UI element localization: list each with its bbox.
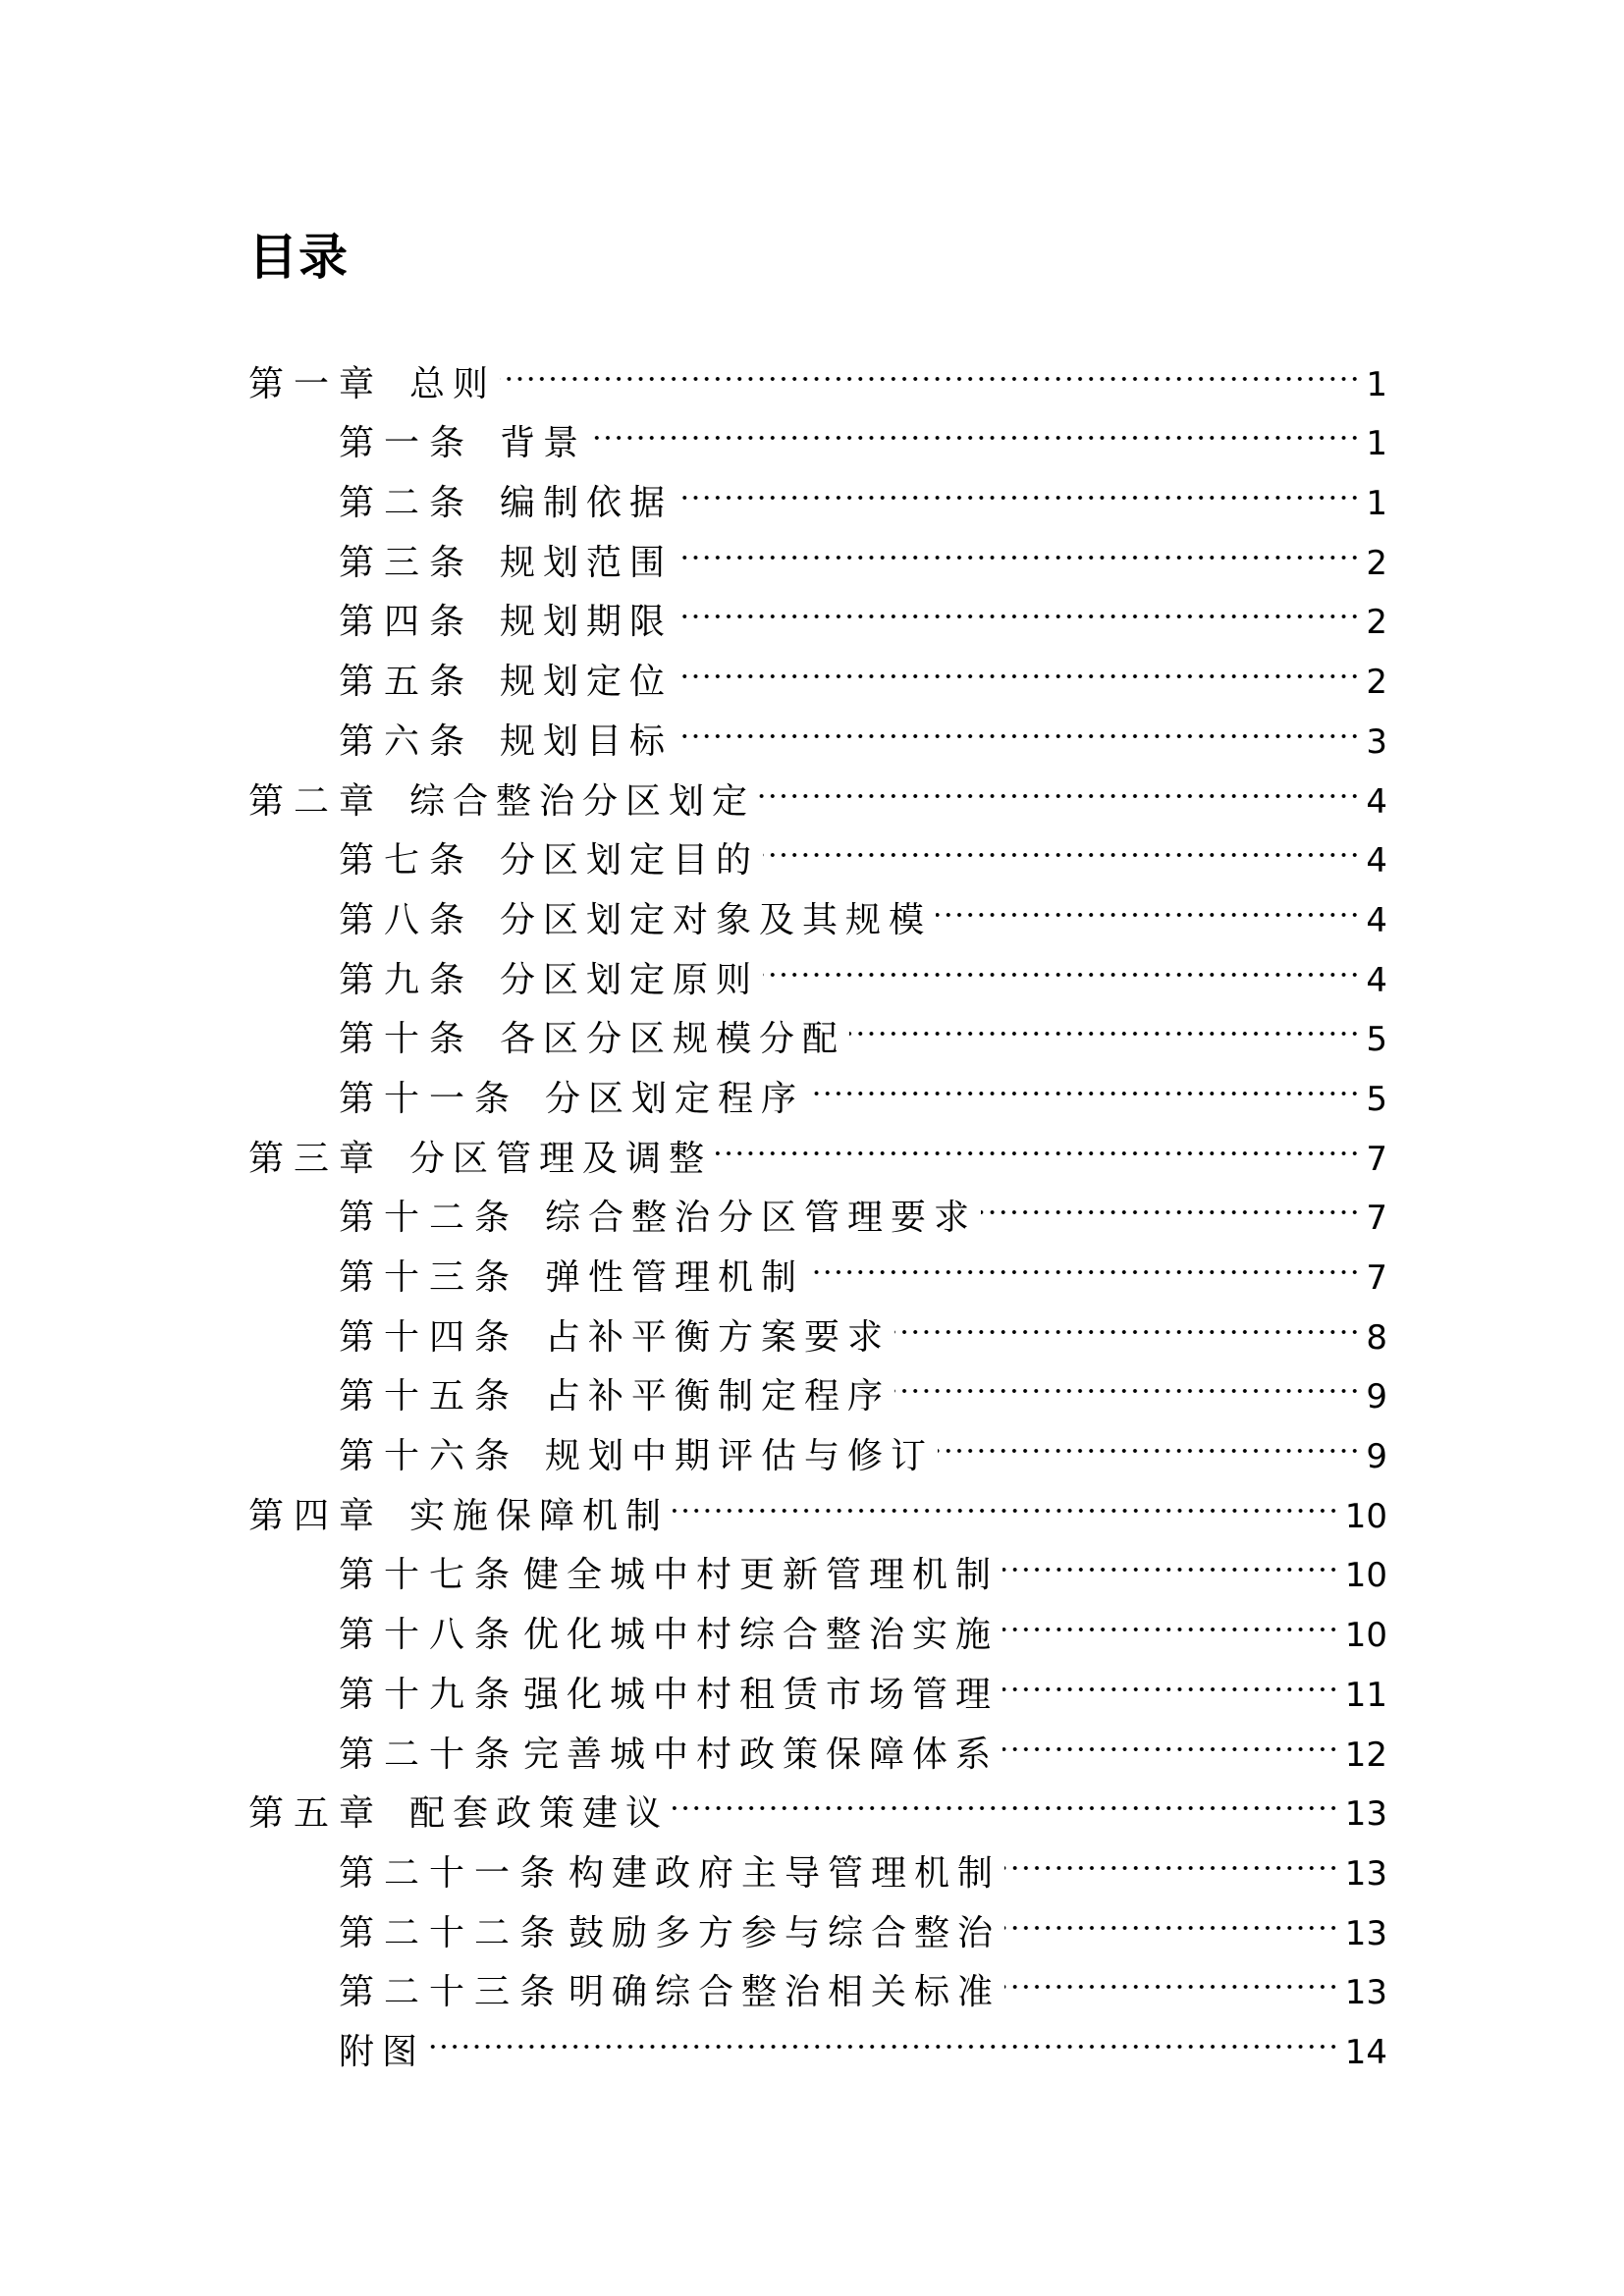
dot-leader bbox=[673, 1766, 1339, 1826]
page-number: 13 bbox=[1344, 1913, 1387, 1953]
entry-title: 实施保障机制 bbox=[409, 1495, 670, 1536]
entry-title: 配套政策建议 bbox=[409, 1793, 670, 1835]
page-number: 13 bbox=[1344, 1973, 1387, 2013]
entry-number: 第二章 bbox=[248, 780, 385, 822]
page-number: 2 bbox=[1366, 663, 1387, 703]
entry-number: 第四条 bbox=[339, 602, 475, 643]
entry-title: 规划中期评估与修订 bbox=[545, 1436, 935, 1477]
entry-number: 第一条 bbox=[339, 423, 475, 464]
entry-title: 分区划定对象及其规模 bbox=[500, 899, 933, 940]
page-number: 1 bbox=[1366, 484, 1387, 524]
dot-leader bbox=[1002, 1527, 1339, 1587]
entry-title: 背景 bbox=[500, 423, 587, 464]
dot-leader bbox=[808, 1229, 1360, 1289]
dot-leader bbox=[677, 633, 1360, 693]
entry-title: 完善城中村政策保障体系 bbox=[523, 1734, 1000, 1775]
dot-leader bbox=[936, 872, 1360, 932]
entry-number: 第二十二条 bbox=[339, 1912, 566, 1953]
entry-number: 第四章 bbox=[248, 1495, 385, 1536]
page-number: 7 bbox=[1366, 1139, 1387, 1179]
dot-leader bbox=[894, 1289, 1360, 1349]
page-number: 3 bbox=[1366, 721, 1387, 762]
entry-title: 健全城中村更新管理机制 bbox=[523, 1555, 1000, 1596]
dot-leader bbox=[1002, 1586, 1339, 1646]
entry-number: 第七条 bbox=[339, 840, 475, 881]
entry-title: 各区分区规模分配 bbox=[500, 1019, 846, 1060]
dot-leader bbox=[849, 991, 1360, 1051]
page-number: 12 bbox=[1344, 1735, 1387, 1775]
entry-title: 弹性管理机制 bbox=[545, 1257, 805, 1298]
entry-title: 占补平衡方案要求 bbox=[545, 1316, 892, 1358]
dot-leader bbox=[590, 396, 1360, 455]
entry-number: 第八条 bbox=[339, 899, 475, 940]
entry-title: 规划目标 bbox=[500, 721, 674, 762]
dot-leader bbox=[1002, 1646, 1339, 1706]
entry-title: 占补平衡制定程序 bbox=[545, 1376, 892, 1417]
entry-title: 编制依据 bbox=[500, 483, 674, 524]
page-number: 1 bbox=[1366, 364, 1387, 404]
page-number: 7 bbox=[1366, 1258, 1387, 1298]
entry-title: 规划定位 bbox=[500, 662, 674, 703]
dot-leader bbox=[677, 454, 1360, 514]
page-number: 4 bbox=[1366, 900, 1387, 940]
entry-number: 第十九条 bbox=[339, 1674, 520, 1715]
entry-title: 规划期限 bbox=[500, 602, 674, 643]
entry-number: 第十一条 bbox=[339, 1078, 520, 1119]
page-number: 5 bbox=[1366, 1079, 1387, 1119]
entry-number: 第二十三条 bbox=[339, 1972, 566, 2013]
entry-title: 综合整治分区划定 bbox=[409, 780, 756, 822]
entry-number: 第十六条 bbox=[339, 1436, 520, 1477]
entry-number: 第五条 bbox=[339, 662, 475, 703]
dot-leader bbox=[763, 932, 1360, 991]
entry-number: 第五章 bbox=[248, 1793, 385, 1835]
entry-title: 分区划定目的 bbox=[500, 840, 760, 881]
page-number: 8 bbox=[1366, 1317, 1387, 1358]
entry-title: 附图 bbox=[339, 2031, 426, 2072]
dot-leader bbox=[763, 813, 1360, 873]
page-number: 9 bbox=[1366, 1377, 1387, 1417]
dot-leader bbox=[429, 2003, 1339, 2063]
page-number: 4 bbox=[1366, 841, 1387, 881]
toc-title: 目录 bbox=[248, 229, 349, 286]
dot-leader bbox=[1002, 1706, 1339, 1766]
dot-leader bbox=[808, 1050, 1360, 1110]
entry-title: 明确综合整治相关标准 bbox=[568, 1972, 1001, 2013]
entry-number: 第十八条 bbox=[339, 1615, 520, 1656]
entry-number: 第九条 bbox=[339, 959, 475, 1000]
entry-number: 第一章 bbox=[248, 363, 385, 404]
entry-number: 第六条 bbox=[339, 721, 475, 762]
page-number: 10 bbox=[1344, 1616, 1387, 1656]
entry-number: 第三条 bbox=[339, 542, 475, 583]
dot-leader bbox=[759, 753, 1360, 813]
dot-leader bbox=[677, 514, 1360, 574]
page-number: 7 bbox=[1366, 1199, 1387, 1239]
entry-title: 综合整治分区管理要求 bbox=[545, 1198, 978, 1239]
page-number: 5 bbox=[1366, 1020, 1387, 1060]
entry-title: 构建政府主导管理机制 bbox=[568, 1852, 1001, 1894]
entry-title: 规划范围 bbox=[500, 542, 674, 583]
entry-number: 第十三条 bbox=[339, 1257, 520, 1298]
entry-number: 第十二条 bbox=[339, 1198, 520, 1239]
entry-number: 第二十一条 bbox=[339, 1852, 566, 1894]
toc-chapter-1[interactable] bbox=[248, 336, 1387, 404]
entry-number: 第十五条 bbox=[339, 1376, 520, 1417]
entry-title: 强化城中村租赁市场管理 bbox=[523, 1674, 1000, 1715]
entry-number: 第二条 bbox=[339, 483, 475, 524]
page-number: 2 bbox=[1366, 543, 1387, 583]
dot-leader bbox=[938, 1408, 1360, 1468]
page-number: 1 bbox=[1366, 424, 1387, 464]
page-number: 13 bbox=[1344, 1853, 1387, 1894]
dot-leader bbox=[716, 1110, 1360, 1170]
entry-number: 第三章 bbox=[248, 1138, 385, 1179]
page-number: 4 bbox=[1366, 781, 1387, 822]
dot-leader bbox=[981, 1170, 1360, 1230]
entry-title: 优化城中村综合整治实施 bbox=[523, 1615, 1000, 1656]
dot-leader bbox=[677, 693, 1360, 753]
dot-leader bbox=[673, 1468, 1339, 1527]
dot-leader bbox=[1004, 1945, 1339, 2004]
entry-title: 鼓励多方参与综合整治 bbox=[568, 1912, 1001, 1953]
page-number: 10 bbox=[1344, 1556, 1387, 1596]
toc-list bbox=[248, 336, 1387, 2072]
page-number: 2 bbox=[1366, 603, 1387, 643]
dot-leader bbox=[1004, 1885, 1339, 1945]
entry-number: 第二十条 bbox=[339, 1734, 520, 1775]
entry-number: 第十条 bbox=[339, 1019, 475, 1060]
page-number: 13 bbox=[1344, 1794, 1387, 1835]
entry-number: 第十四条 bbox=[339, 1316, 520, 1358]
page-number: 14 bbox=[1344, 2032, 1387, 2072]
entry-title: 分区划定原则 bbox=[500, 959, 760, 1000]
page-number: 11 bbox=[1344, 1675, 1387, 1715]
dot-leader bbox=[677, 574, 1360, 634]
entry-title: 分区划定程序 bbox=[545, 1078, 805, 1119]
entry-title: 总则 bbox=[409, 363, 497, 404]
entry-title: 分区管理及调整 bbox=[409, 1138, 713, 1179]
page-number: 9 bbox=[1366, 1437, 1387, 1477]
dot-leader bbox=[500, 336, 1360, 396]
page-number: 10 bbox=[1344, 1496, 1387, 1536]
dot-leader bbox=[894, 1349, 1360, 1409]
entry-number: 第十七条 bbox=[339, 1555, 520, 1596]
page-number: 4 bbox=[1366, 960, 1387, 1000]
dot-leader bbox=[1004, 1825, 1339, 1885]
